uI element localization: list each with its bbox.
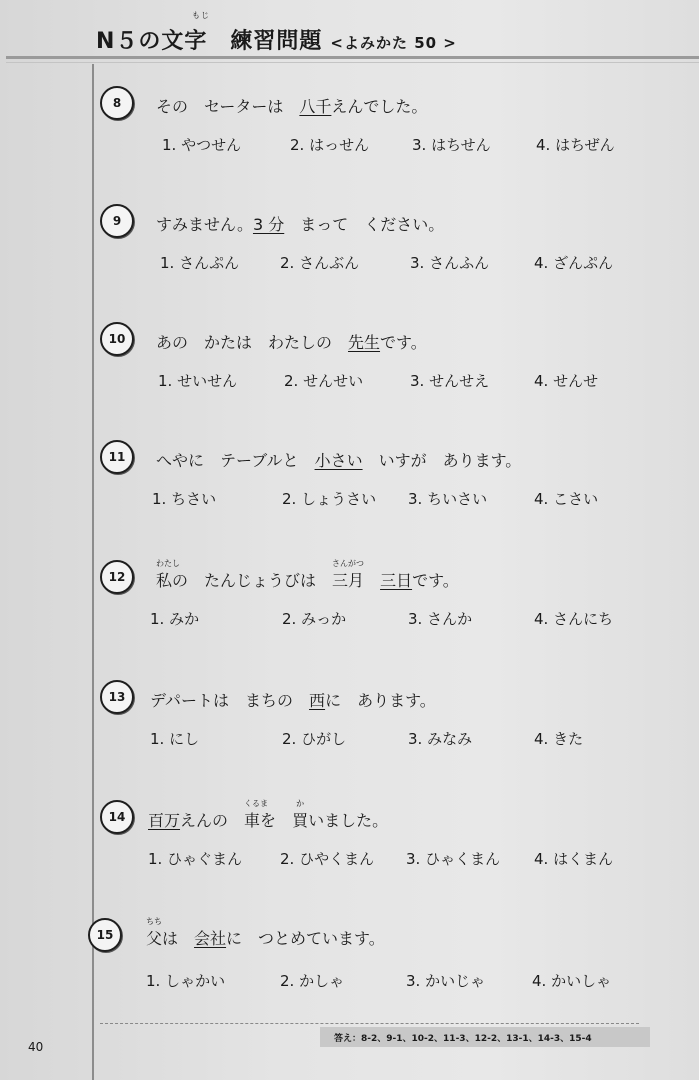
page-number: 40 [28, 1040, 44, 1054]
option-4[interactable]: 4. きた [534, 730, 584, 748]
question-number: 14 [100, 800, 134, 834]
page-subtitle: <よみかた 50 > [330, 34, 457, 52]
header-rule-thin [6, 62, 699, 63]
question-10 [0, 322, 699, 432]
target-word: 先生 [348, 333, 381, 352]
question-number: 15 [88, 918, 122, 952]
question-12 [0, 560, 699, 670]
option-1[interactable]: 1. ちさい [152, 490, 217, 508]
option-3[interactable]: 3. ひゃくまん [406, 850, 501, 868]
answer-options [0, 970, 699, 994]
option-2[interactable]: 2. しょうさい [282, 490, 377, 508]
option-3[interactable]: 3. みなみ [408, 730, 473, 748]
ruby-kanji: さんがつ 三月 [332, 559, 365, 590]
option-1[interactable]: 1. にし [150, 730, 200, 748]
question-13 [0, 680, 699, 790]
answer-options [0, 252, 699, 276]
option-1[interactable]: 1. やつせん [162, 136, 242, 154]
question-sentence: へやに テーブルと 小さい いすが あります。 [156, 451, 522, 470]
option-4[interactable]: 4. はちぜん [536, 136, 615, 154]
answer-options [0, 728, 699, 752]
title-text: N５の文字 練習問題 [96, 29, 323, 54]
option-4[interactable]: 4. さんにち [534, 610, 614, 628]
title-furigana: もじ [192, 11, 210, 20]
furigana: さんがつ [332, 559, 365, 568]
option-3[interactable]: 3. ちいさい [408, 490, 488, 508]
question-9 [0, 204, 699, 314]
target-word: 小さい [314, 451, 363, 470]
option-2[interactable]: 2. はっせん [290, 136, 370, 154]
question-8 [0, 86, 699, 196]
answer-options [0, 370, 699, 394]
option-4[interactable]: 4. こさい [534, 490, 599, 508]
option-4[interactable]: 4. はくまん [534, 850, 614, 868]
option-3[interactable]: 3. かいじゃ [406, 972, 486, 990]
question-number: 10 [100, 322, 134, 356]
option-3[interactable]: 3. さんふん [410, 254, 490, 272]
question-sentence: その セーターは 八千えんでした。 [156, 97, 428, 116]
header-rule [6, 56, 699, 59]
answer-key: 答え：8-2、9-1、10-2、11-3、12-2、13-1、14-3、15-4 [320, 1027, 650, 1047]
question-sentence: 百万えんの くるま 車を か 買いました。 [148, 799, 389, 830]
option-3[interactable]: 3. はちせん [412, 136, 491, 154]
option-1[interactable]: 1. みか [150, 610, 200, 628]
page-title [96, 11, 457, 55]
option-1[interactable]: 1. ひゃぐまん [148, 850, 243, 868]
question-15 [0, 918, 699, 1028]
question-sentence: すみません。3 分 まって ください。 [156, 215, 445, 234]
option-4[interactable]: 4. ざんぷん [534, 254, 614, 272]
furigana: わたし [156, 559, 180, 568]
ruby-kanji: ちち 父 [146, 917, 163, 948]
option-2[interactable]: 2. ひがし [282, 730, 347, 748]
option-4[interactable]: 4. せんせ [534, 372, 599, 390]
question-number: 9 [100, 204, 134, 238]
target-word: 八千 [299, 97, 332, 116]
ruby-kanji: か 買 [292, 799, 309, 830]
ruby-kanji: くるま 車 [244, 799, 269, 830]
target-word: 百万 [148, 811, 181, 830]
option-2[interactable]: 2. さんぶん [280, 254, 360, 272]
option-3[interactable]: 3. せんせえ [410, 372, 490, 390]
question-11 [0, 440, 699, 550]
question-number: 12 [100, 560, 134, 594]
question-number: 13 [100, 680, 134, 714]
option-1[interactable]: 1. さんぷん [160, 254, 240, 272]
option-2[interactable]: 2. みっか [282, 610, 347, 628]
option-2[interactable]: 2. ひやくまん [280, 850, 375, 868]
ruby-kanji: わたし 私 [156, 559, 180, 590]
question-number: 8 [100, 86, 134, 120]
page-header [0, 0, 699, 64]
option-2[interactable]: 2. せんせい [284, 372, 364, 390]
question-sentence: ちち 父は 会社に つとめています。 [146, 917, 385, 948]
answer-options [0, 488, 699, 512]
answer-options [0, 608, 699, 632]
option-1[interactable]: 1. しゃかい [146, 972, 226, 990]
footer-divider [100, 1023, 639, 1024]
option-1[interactable]: 1. せいせん [158, 372, 238, 390]
target-word: 3 分 [252, 215, 285, 234]
question-number: 11 [100, 440, 134, 474]
option-4[interactable]: 4. かいしゃ [532, 972, 612, 990]
question-sentence: デパートは まちの 西に あります。 [150, 691, 436, 710]
furigana: ちち [146, 917, 162, 926]
furigana: か [296, 799, 305, 808]
target-word: 会社 [194, 929, 227, 948]
target-word: 三日 [380, 571, 413, 590]
question-sentence: わたし 私の たんじょうびは さんがつ 三月 三日です。 [156, 559, 459, 590]
option-2[interactable]: 2. かしゃ [280, 972, 345, 990]
answer-options [0, 848, 699, 872]
furigana: くるま [244, 799, 269, 808]
target-word: 西 [309, 691, 326, 710]
question-14 [0, 800, 699, 910]
question-sentence: あの かたは わたしの 先生です。 [156, 333, 427, 352]
option-3[interactable]: 3. さんか [408, 610, 473, 628]
answer-options [0, 134, 699, 158]
